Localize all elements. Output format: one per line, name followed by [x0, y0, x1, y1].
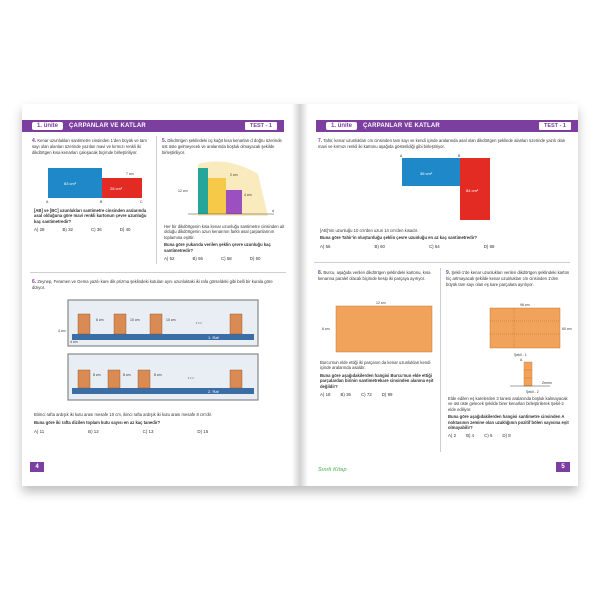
dim-label: 8 cm	[154, 373, 162, 377]
question-text: Burcu, aşağıda verilen dikdörtgen şeklindeki kartonu, kısa kenarına paralel olacak biçimde kesip iki parçaya ayırıyor.	[318, 270, 431, 282]
option-d[interactable]: D) 60	[249, 256, 261, 262]
shelf-1-label: 1. Raf	[208, 335, 219, 340]
q5-body	[164, 224, 286, 261]
column-divider	[156, 136, 157, 264]
q9-figure	[480, 300, 574, 396]
question-number: 5.	[162, 138, 167, 144]
dim-label: 4 cm	[244, 193, 252, 197]
header-bar	[316, 120, 578, 132]
option-d[interactable]: D) 40	[119, 227, 131, 233]
square	[524, 370, 532, 378]
chapter-title: ÇARPANLAR VE KATLAR	[69, 123, 146, 129]
question-number: 8.	[318, 270, 323, 276]
page-number: 4	[30, 462, 44, 472]
q7-body	[320, 228, 570, 249]
option-b[interactable]: B) 4	[466, 433, 475, 439]
point-a: A	[46, 200, 49, 204]
unit-tab: 1. ünite	[32, 122, 63, 130]
test-tab: TEST - 1	[538, 121, 572, 131]
red-area-label: 84 cm²	[466, 188, 479, 193]
left-header	[22, 120, 284, 132]
option-b[interactable]: B) 36	[340, 392, 351, 398]
option-b[interactable]: B) 32	[62, 227, 73, 233]
option-d[interactable]: D) 99	[381, 392, 393, 398]
shelf-1-board	[72, 334, 254, 340]
q9-body	[448, 396, 572, 439]
q8-body	[320, 360, 438, 397]
box	[230, 370, 242, 388]
option-b[interactable]: B) 56	[192, 256, 203, 262]
blue-area-label: 36 cm²	[420, 171, 433, 176]
box	[78, 314, 90, 334]
question-number: 9.	[446, 270, 451, 276]
dots: • • •	[196, 321, 202, 325]
dim-label: 8 cm	[123, 373, 131, 377]
question-prompt: Buna göre aşağıdakilerden hangisi Burcu'nun elde ettiği parçalardan birinin santimetrekare cinsinden alanına eşit değildir?	[320, 372, 434, 389]
question-text: Her bir dikdörtgenin kısa kenar uzunluğu santimetre cinsinden ait olduğu dikdörtgenin uzun kenarının farklı asal çarpanlarının toplamına eşittir.	[164, 224, 285, 240]
question-text: Burcu'nun elde ettiği iki parçanın da kenar uzunlukları kendi içinde aralarında asaldır.	[320, 360, 431, 371]
point-b: B	[458, 154, 461, 158]
question-text: Elde edilen eş karelerden 3 tanesi aralarında boşluk kalmayacak ve üst üste gelecek şekilde birer kenarları birleştirilerek Şekil-2 elde ediliyor.	[448, 396, 568, 412]
question-text: Kenar uzunlukları santimetre cinsinden 1'den büyük ve tam sayı olan alanları üzerinde yazılan mavi ve kırmızı renkli iki dikdörtgen kısa kenarları çakışacak biçimde birleştiriliyor.	[32, 138, 147, 155]
column-divider	[440, 268, 441, 452]
option-c[interactable]: C) 72	[361, 392, 372, 398]
option-d[interactable]: D) 8	[502, 433, 511, 439]
point-b: B	[100, 200, 103, 204]
question-number: 4.	[32, 138, 37, 144]
dim-label: 6 cm	[96, 318, 104, 322]
dim-label: 2 cm	[230, 173, 238, 177]
q4-question	[34, 208, 152, 233]
chapter-title: ÇARPANLAR VE KATLAR	[363, 123, 440, 129]
answer-options	[320, 244, 570, 249]
option-a[interactable]: A) 52	[164, 256, 175, 262]
question-text: Zeynep, Feramen ve Gema yazılı kare dik prizma şeklindeki kutuları aynı uzunluktaki iki rafa görseldeki gibi belli bir kurala göre diziyor.	[32, 279, 273, 291]
option-c[interactable]: C) 64	[429, 243, 440, 249]
point-a: A	[400, 154, 403, 158]
option-b[interactable]: B) 60	[374, 243, 385, 249]
box	[114, 314, 126, 334]
q5-figure	[168, 160, 278, 220]
publisher-logo: Sınıfı Kitap	[318, 467, 347, 473]
orange-rectangle	[490, 308, 560, 348]
option-d[interactable]: D) 68	[483, 243, 495, 249]
question-prompt: Buna göre yukarıda verilen şeklin çevre uzunluğu kaç santimetredir?	[164, 242, 271, 253]
option-a[interactable]: A) 11	[34, 428, 45, 434]
dim-label: 10 cm	[166, 318, 176, 322]
question-text: Birinci rafta ardışık iki kutu arası mesafe 10 cm, ikinci rafta ardışık iki kutu arası mesafe 8 cm'dir.	[34, 412, 212, 417]
red-area-label: 28 cm²	[110, 186, 123, 191]
question-6	[32, 279, 286, 291]
option-a[interactable]: A) 2	[448, 433, 457, 439]
square	[524, 362, 532, 370]
book-spine	[292, 104, 308, 486]
section-divider	[30, 272, 286, 273]
question-prompt: [AB] ve [BC] uzunlukları santimetre cinsinden aralarında asal olduğuna göre mavi renkli kartonun çevre uzunluğu kaç santimetredir?	[34, 208, 147, 224]
figure-2-label: Şekil - 2	[526, 390, 539, 394]
question-prompt: Buna göre aşağıdakilerden hangisi santimetre cinsinden A noktasının zemine olan uzaklığının pozitif bölen sayısına eşit olmayabilir?	[448, 414, 569, 431]
header-bar	[22, 120, 284, 132]
question-prompt: Buna göre Tahir'in oluşturduğu şeklin çevre uzunluğu en az kaç santimetredir?	[320, 235, 478, 241]
purple-rectangle	[226, 190, 242, 214]
shelf-2-label: 2. Raf	[208, 389, 219, 394]
q8-figure	[322, 300, 436, 356]
box	[108, 370, 120, 388]
point-a: A	[520, 358, 523, 362]
shelf-2-board	[72, 388, 254, 394]
option-c[interactable]: C) 6	[484, 433, 493, 439]
q6-shelves-figure	[58, 296, 268, 406]
q4-figure	[46, 166, 146, 204]
q7-figure	[400, 152, 500, 224]
right-header	[316, 120, 578, 132]
option-a[interactable]: A) 56	[320, 243, 331, 249]
dots: • • •	[188, 376, 194, 380]
test-tab: TEST - 1	[244, 121, 278, 131]
dim-label: 4 cm	[70, 340, 78, 344]
q6-body	[34, 412, 288, 434]
question-text: Tahir, kenar uzunlukları cm cinsinden tam sayı ve kendi içinde aralarında asal olan dikdörtgen şeklinde alanları üzerinde yazılı olan mavi ve kırmızı renkli iki kartonu aşağıda gösterildiği gibi birleştiriyor.	[318, 138, 566, 150]
box	[230, 314, 242, 334]
answer-options	[34, 429, 288, 434]
answer-options	[34, 227, 152, 232]
unit-tab: 1. ünite	[326, 122, 357, 130]
question-text: Şekil-1'de kenar uzunlukları verilen dikdörtgen şeklindeki karton hiç artmayacak şekilde kenar uzunlukları cm cinsinden 1'den büyük tam sayı olan eş kare parçalara ayrılıyor.	[446, 270, 570, 287]
question-number: 6.	[32, 279, 37, 285]
option-a[interactable]: A) 18	[320, 392, 331, 398]
blue-area-label: 63 cm²	[64, 181, 77, 186]
answer-options	[448, 433, 572, 438]
question-5	[162, 138, 286, 155]
left-page	[22, 104, 300, 486]
option-d[interactable]: D) 15	[197, 428, 209, 434]
option-c[interactable]: C) 13	[142, 428, 154, 434]
figure-1-label: Şekil - 1	[514, 353, 527, 357]
dim-label: 8 cm	[93, 373, 101, 377]
square	[524, 378, 532, 386]
question-9	[446, 270, 570, 287]
section-divider	[314, 262, 570, 263]
question-8	[318, 270, 436, 282]
yellow-rectangle	[208, 178, 226, 214]
height-label: 6 cm	[322, 327, 330, 331]
option-b[interactable]: B) 12	[88, 428, 99, 434]
dim-label: 12 cm	[178, 189, 188, 193]
point-c: C	[140, 200, 143, 204]
teal-rectangle	[198, 168, 208, 214]
right-page	[300, 104, 578, 486]
question-text: Dikdörtgen şeklindeki üç kağıt kısa kenarları d doğru üzerinde üst üste gelmeyecek ve aralarında boşluk olmayacak şekilde birleştiriliyor.	[162, 138, 282, 155]
answer-options	[164, 256, 286, 261]
option-c[interactable]: C) 58	[221, 256, 232, 262]
ground-label: Zemin	[542, 381, 552, 385]
option-c[interactable]: C) 36	[91, 227, 102, 233]
dim-label: 10 cm	[130, 318, 140, 322]
question-7	[318, 138, 568, 150]
side-label: 7 cm	[126, 172, 134, 176]
box	[150, 314, 162, 334]
box	[78, 370, 90, 388]
width-label: 96 cm	[520, 303, 530, 307]
question-4	[32, 138, 150, 155]
question-prompt: Buna göre iki rafta dizilen toplam kutu sayısı en az kaç tanedir?	[34, 420, 161, 426]
open-book	[22, 104, 578, 486]
orange-rectangle	[336, 306, 432, 352]
box	[138, 370, 150, 388]
answer-options	[320, 392, 438, 397]
page-number: 5	[556, 462, 570, 472]
width-label: 12 cm	[376, 301, 386, 305]
dim-label: 4 cm	[58, 329, 66, 333]
height-label: 60 cm	[562, 327, 572, 331]
line-label: d	[272, 209, 274, 213]
question-number: 7.	[318, 138, 323, 144]
option-a[interactable]: A) 28	[34, 227, 45, 233]
question-text: [AB]'nin uzunluğu 10 cm'den uzun 14 cm'den kısadır.	[320, 228, 419, 233]
